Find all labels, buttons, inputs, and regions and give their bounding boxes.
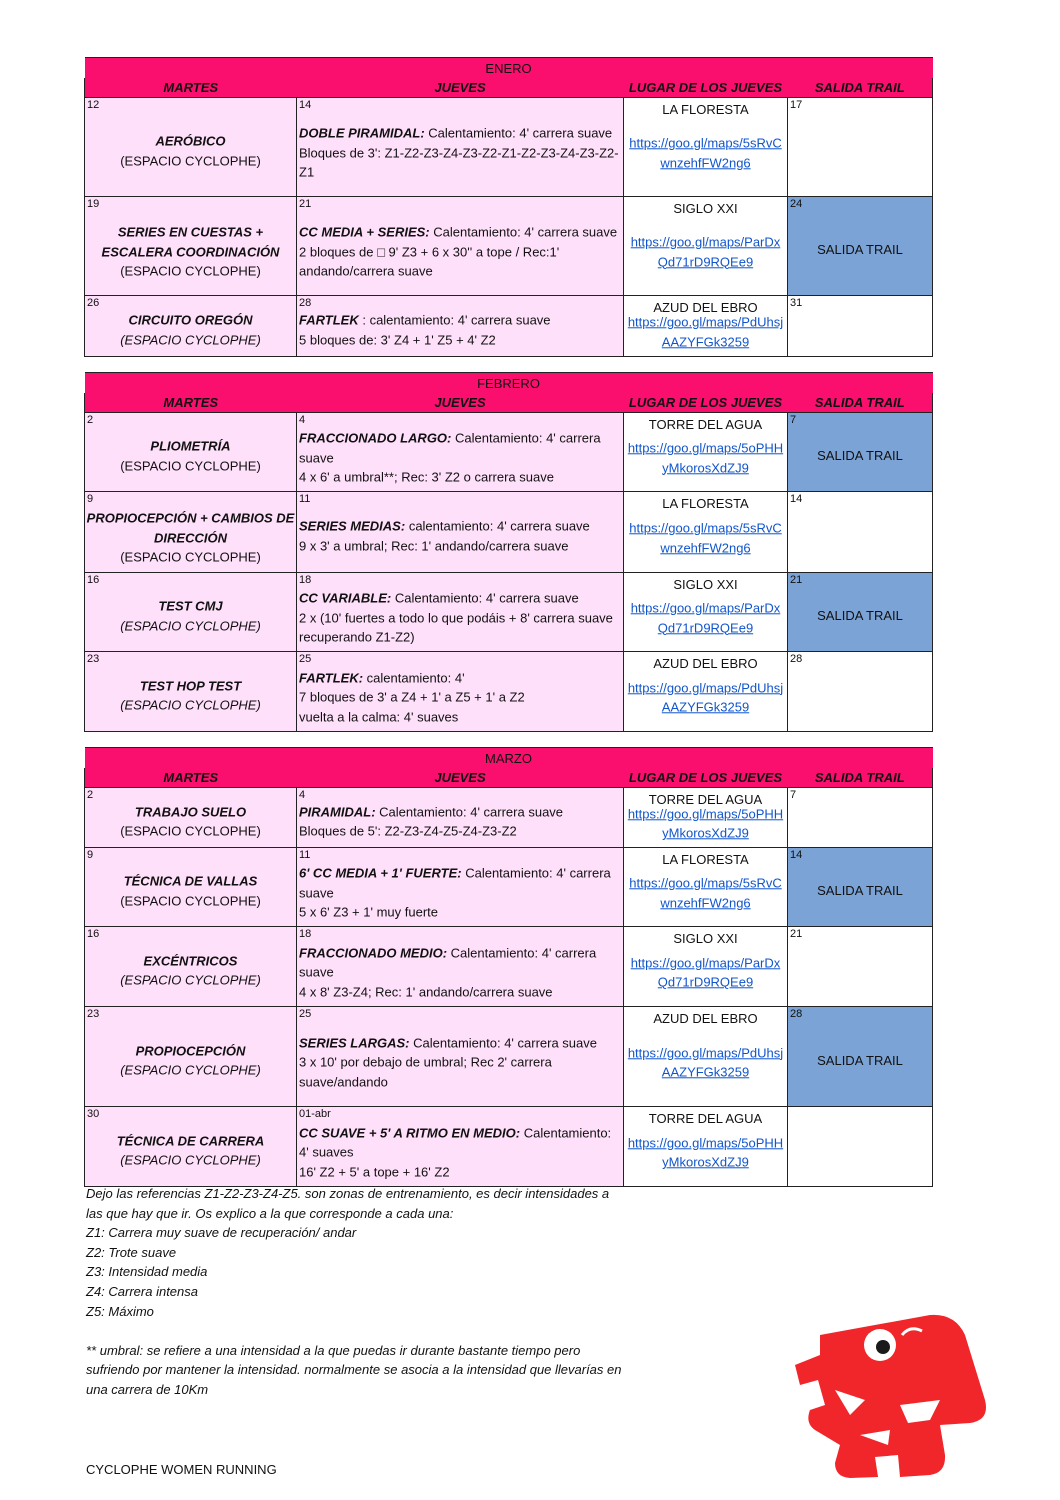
day-number: 25 bbox=[299, 1008, 312, 1020]
tuesday-cell bbox=[85, 1107, 297, 1187]
day-number: 7 bbox=[790, 414, 797, 426]
thursday-cell bbox=[297, 296, 624, 357]
day-number: 17 bbox=[790, 99, 803, 111]
workout-title: PIRAMIDAL: bbox=[299, 803, 376, 819]
col-header-martes: MARTES bbox=[85, 393, 297, 413]
session-name: PROPIOCEPCIÓN + CAMBIOS DE DIRECCIÓN bbox=[86, 510, 295, 546]
thursday-cell bbox=[297, 573, 624, 652]
table-row bbox=[85, 197, 933, 296]
col-header-lugar: LUGAR DE LOS JUEVES bbox=[624, 78, 788, 98]
session-place: (ESPACIO CYCLOPHE) bbox=[120, 697, 261, 713]
col-header-jueves: JUEVES bbox=[297, 768, 624, 788]
table-row bbox=[85, 927, 933, 1007]
thu-detail: 3 x 10' por debajo de umbral; Rec 2' carrera suave/andando bbox=[299, 1054, 552, 1090]
thursday-cell bbox=[297, 927, 624, 1007]
month-title: ENERO bbox=[85, 58, 933, 79]
place-cell bbox=[624, 296, 788, 357]
session-name: PROPIOCEPCIÓN bbox=[135, 1042, 246, 1058]
thursday-cell bbox=[297, 788, 624, 848]
day-number: 28 bbox=[790, 1008, 803, 1020]
place-name: LA FLORESTA bbox=[662, 852, 749, 867]
session-name: SERIES EN CUESTAS + ESCALERA COORDINACIÓN bbox=[101, 224, 280, 260]
session-name: TEST HOP TEST bbox=[139, 677, 242, 693]
table-row bbox=[85, 98, 933, 197]
day-number: 9 bbox=[87, 493, 94, 505]
day-number: 23 bbox=[87, 1008, 100, 1020]
session-place: (ESPACIO CYCLOPHE) bbox=[120, 331, 261, 347]
tuesday-cell bbox=[85, 848, 297, 927]
trail-label: SALIDA TRAIL bbox=[817, 448, 903, 464]
place-cell bbox=[624, 1007, 788, 1107]
day-number: 19 bbox=[87, 198, 100, 210]
col-header-lugar: LUGAR DE LOS JUEVES bbox=[624, 768, 788, 788]
session-place: (ESPACIO CYCLOPHE) bbox=[120, 617, 261, 633]
map-link[interactable]: https://goo.gl/maps/ParDxQd71rD9RQEe9 bbox=[630, 954, 781, 990]
note-line: ** umbral: se refiere a una intensidad a la que puedas ir durante bastante tiempo pero sufriendo por mantener la intensidad. normalmente se asocia a la intensidad que llevarías en una carrera de 10Km bbox=[86, 1342, 622, 1397]
place-name: SIGLO XXI bbox=[673, 931, 738, 946]
note-line: Z1: Carrera muy suave de recuperación/ andar bbox=[86, 1225, 357, 1241]
place-cell bbox=[624, 788, 788, 848]
place-cell bbox=[624, 848, 788, 927]
thursday-cell bbox=[297, 1107, 624, 1187]
thu-detail: 9 x 3' a umbral; Rec: 1' andando/carrera suave bbox=[299, 537, 569, 553]
place-name: TORRE DEL AGUA bbox=[648, 792, 763, 807]
place-name: SIGLO XXI bbox=[673, 577, 738, 592]
workout-title: FARTLEK: bbox=[299, 669, 364, 685]
col-header-martes: MARTES bbox=[85, 78, 297, 98]
session-place: (ESPACIO CYCLOPHE) bbox=[120, 152, 261, 168]
trail-cell bbox=[788, 573, 933, 652]
trail-cell bbox=[788, 1007, 933, 1107]
day-number: 21 bbox=[790, 574, 803, 586]
workout-warmup: Calentamiento: 4' carrera suave bbox=[299, 430, 601, 466]
workout-title: FRACCIONADO LARGO: bbox=[299, 430, 452, 446]
day-number: 26 bbox=[87, 297, 100, 309]
workout-title: CC MEDIA + SERIES: bbox=[299, 224, 430, 240]
map-link[interactable]: https://goo.gl/maps/ParDxQd71rD9RQEe9 bbox=[630, 600, 781, 635]
table-row bbox=[85, 848, 933, 927]
workout-warmup: Calentamiento: 4' carrera suave bbox=[299, 865, 611, 901]
tuesday-cell bbox=[85, 927, 297, 1007]
tuesday-cell bbox=[85, 492, 297, 573]
trail-label: SALIDA TRAIL bbox=[817, 608, 903, 624]
day-number: 28 bbox=[299, 297, 312, 309]
day-number: 16 bbox=[87, 574, 100, 586]
day-number: 2 bbox=[87, 789, 94, 801]
session-name: TRABAJO SUELO bbox=[134, 803, 247, 819]
workout-warmup: calentamiento: 4' carrera suave bbox=[408, 518, 590, 534]
place-cell bbox=[624, 927, 788, 1007]
table-row bbox=[85, 652, 933, 732]
session-name: EXCÉNTRICOS bbox=[143, 952, 238, 968]
map-link[interactable]: https://goo.gl/maps/ParDxQd71rD9RQEe9 bbox=[630, 234, 781, 269]
place-cell bbox=[624, 197, 788, 296]
place-cell bbox=[624, 98, 788, 197]
thursday-cell bbox=[297, 652, 624, 732]
map-link[interactable]: https://goo.gl/maps/5oPHHyMkorosXdZJ9 bbox=[627, 805, 784, 841]
place-name: AZUD DEL EBRO bbox=[653, 656, 758, 671]
session-name: PLIOMETRÍA bbox=[150, 438, 231, 454]
month-marzo-table bbox=[84, 747, 932, 1187]
place-name: TORRE DEL AGUA bbox=[648, 1111, 763, 1126]
workout-warmup: Calentamiento: 4' carrera suave bbox=[299, 944, 597, 980]
tuesday-cell bbox=[85, 98, 297, 197]
day-number: 14 bbox=[299, 99, 312, 111]
col-header-lugar: LUGAR DE LOS JUEVES bbox=[624, 393, 788, 413]
trail-cell bbox=[788, 1107, 933, 1187]
trail-cell bbox=[788, 927, 933, 1007]
workout-title: 6' CC MEDIA + 1' FUERTE: bbox=[299, 865, 462, 881]
day-number: 28 bbox=[790, 653, 803, 665]
session-name: CIRCUITO OREGÓN bbox=[128, 312, 253, 328]
map-link[interactable]: https://goo.gl/maps/5sRvCwnzehfFW2ng6 bbox=[629, 875, 782, 910]
note-line: Z4: Carrera intensa bbox=[86, 1283, 198, 1299]
workout-warmup: calentamiento: 4' bbox=[366, 669, 465, 685]
thursday-cell bbox=[297, 492, 624, 573]
table-row bbox=[85, 296, 933, 357]
thu-detail: Bloques de 5': Z2-Z3-Z4-Z5-Z4-Z3-Z2 bbox=[299, 823, 517, 839]
month-enero-table bbox=[84, 57, 932, 357]
note-line: Dejo las referencias Z1-Z2-Z3-Z4-Z5. son zonas de entrenamiento, es decir intensidades a las que hay que ir. Os explico a la que corresponde a cada una: bbox=[86, 1186, 610, 1221]
map-link[interactable]: https://goo.gl/maps/PdUhsjAAZYFGk3259 bbox=[627, 679, 784, 715]
place-name: AZUD DEL EBRO bbox=[653, 1011, 758, 1026]
table-row bbox=[85, 492, 933, 573]
footer-text: CYCLOPHE WOMEN RUNNING bbox=[86, 1462, 277, 1477]
place-name: TORRE DEL AGUA bbox=[648, 417, 763, 432]
workout-warmup: Calentamiento: 4' carrera suave bbox=[433, 224, 618, 240]
trail-label: SALIDA TRAIL bbox=[817, 883, 903, 899]
col-header-jueves: JUEVES bbox=[297, 78, 624, 98]
session-place: (ESPACIO CYCLOPHE) bbox=[120, 263, 261, 279]
workout-warmup: : calentamiento: 4' carrera suave bbox=[362, 312, 551, 328]
trail-label: SALIDA TRAIL bbox=[817, 1052, 903, 1068]
workout-title: FARTLEK bbox=[299, 312, 359, 328]
thu-detail: 7 bloques de 3' a Z4 + 1' a Z5 + 1' a Z2 bbox=[299, 689, 525, 705]
workout-warmup: Calentamiento: 4' carrera suave bbox=[413, 1034, 597, 1050]
note-line bbox=[86, 1321, 626, 1341]
workout-title: SERIES LARGAS: bbox=[299, 1034, 410, 1050]
day-number: 25 bbox=[299, 653, 312, 665]
session-name: AERÓBICO bbox=[155, 133, 226, 149]
map-link[interactable]: https://goo.gl/maps/PdUhsjAAZYFGk3259 bbox=[627, 314, 784, 349]
thursday-cell bbox=[297, 197, 624, 296]
place-cell bbox=[624, 573, 788, 652]
workout-title: DOBLE PIRAMIDAL: bbox=[299, 125, 425, 141]
session-place: (ESPACIO CYCLOPHE) bbox=[120, 457, 261, 473]
thu-detail: 5 x 6' Z3 + 1' muy fuerte bbox=[299, 904, 439, 920]
notes bbox=[86, 1184, 626, 1400]
thu-detail: 4 x 8' Z3-Z4; Rec: 1' andando/carrera suave bbox=[299, 984, 553, 1000]
tuesday-cell bbox=[85, 197, 297, 296]
trail-cell bbox=[788, 413, 933, 492]
thursday-cell bbox=[297, 1007, 624, 1107]
day-number: 30 bbox=[87, 1108, 100, 1120]
workout-warmup: Calentamiento: 4' suaves bbox=[299, 1124, 612, 1160]
thursday-cell bbox=[297, 848, 624, 927]
day-number: 01-abr bbox=[299, 1108, 331, 1120]
day-number: 14 bbox=[790, 493, 803, 505]
trail-cell bbox=[788, 492, 933, 573]
day-number: 21 bbox=[790, 928, 803, 940]
day-number: 31 bbox=[790, 297, 803, 309]
workout-warmup: Calentamiento: 4' carrera suave bbox=[428, 125, 613, 141]
trail-label: SALIDA TRAIL bbox=[817, 242, 903, 258]
trail-cell bbox=[788, 98, 933, 197]
col-header-martes: MARTES bbox=[85, 768, 297, 788]
place-cell bbox=[624, 652, 788, 732]
thu-detail: Bloques de 3': Z1-Z2-Z3-Z4-Z3-Z2-Z1-Z2-Z3-Z4-Z3-Z2-Z1 bbox=[299, 145, 619, 180]
table-row bbox=[85, 1007, 933, 1107]
map-link[interactable]: https://goo.gl/maps/5sRvCwnzehfFW2ng6 bbox=[629, 135, 782, 170]
tuesday-cell bbox=[85, 296, 297, 357]
session-place: (ESPACIO CYCLOPHE) bbox=[120, 1152, 261, 1168]
trail-cell bbox=[788, 652, 933, 732]
tuesday-cell bbox=[85, 1007, 297, 1107]
workout-title: CC SUAVE + 5' A RITMO EN MEDIO: bbox=[299, 1124, 521, 1140]
day-number: 11 bbox=[299, 493, 311, 505]
thu-detail: 5 bloques de: 3' Z4 + 1' Z5 + 4' Z2 bbox=[299, 331, 496, 347]
day-number: 24 bbox=[790, 198, 803, 210]
day-number: 2 bbox=[87, 414, 94, 426]
map-link[interactable]: https://goo.gl/maps/5oPHHyMkorosXdZJ9 bbox=[627, 440, 784, 475]
thursday-cell bbox=[297, 413, 624, 492]
session-name: TEST CMJ bbox=[158, 598, 223, 614]
trail-cell bbox=[788, 296, 933, 357]
session-place: (ESPACIO CYCLOPHE) bbox=[120, 549, 261, 565]
thu-detail: 2 x (10' fuertes a todo lo que podáis + 8' carrera suave recuperando Z1-Z2) bbox=[299, 610, 613, 645]
session-place: (ESPACIO CYCLOPHE) bbox=[120, 823, 261, 839]
place-name: SIGLO XXI bbox=[673, 201, 738, 216]
col-header-trail: SALIDA TRAIL bbox=[788, 393, 933, 413]
workout-title: FRACCIONADO MEDIO: bbox=[299, 944, 448, 960]
col-header-jueves: JUEVES bbox=[297, 393, 624, 413]
day-number: 4 bbox=[299, 414, 306, 426]
trail-cell bbox=[788, 197, 933, 296]
table-row bbox=[85, 788, 933, 848]
session-place: (ESPACIO CYCLOPHE) bbox=[120, 972, 261, 988]
session-name: TÉCNICA DE VALLAS bbox=[123, 873, 258, 889]
day-number: 4 bbox=[299, 789, 306, 801]
place-cell bbox=[624, 413, 788, 492]
session-name: TÉCNICA DE CARRERA bbox=[116, 1132, 265, 1148]
place-cell bbox=[624, 492, 788, 573]
workout-title: CC VARIABLE: bbox=[299, 590, 392, 606]
workout-warmup: Calentamiento: 4' carrera suave bbox=[394, 590, 579, 606]
tuesday-cell bbox=[85, 413, 297, 492]
thu-detail: 4 x 6' a umbral**; Rec: 3' Z2 o carrera suave bbox=[299, 469, 554, 485]
map-link[interactable]: https://goo.gl/maps/PdUhsjAAZYFGk3259 bbox=[627, 1044, 784, 1080]
day-number: 11 bbox=[299, 849, 311, 861]
workout-title: SERIES MEDIAS: bbox=[299, 518, 406, 534]
tuesday-cell bbox=[85, 652, 297, 732]
day-number: 18 bbox=[299, 928, 312, 940]
thursday-cell bbox=[297, 98, 624, 197]
day-number: 12 bbox=[87, 99, 100, 111]
map-link[interactable]: https://goo.gl/maps/5sRvCwnzehfFW2ng6 bbox=[629, 520, 782, 555]
tuesday-cell bbox=[85, 573, 297, 652]
thu-detail: 2 bloques de □ 9' Z3 + 6 x 30'' a tope / Rec:1' andando/carrera suave bbox=[299, 244, 560, 279]
tuesday-cell bbox=[85, 788, 297, 848]
place-name: AZUD DEL EBRO bbox=[653, 300, 758, 315]
day-number: 16 bbox=[87, 928, 100, 940]
table-row bbox=[85, 1107, 933, 1187]
session-place: (ESPACIO CYCLOPHE) bbox=[120, 892, 261, 908]
table-row bbox=[85, 413, 933, 492]
note-line: Z5: Máximo bbox=[86, 1303, 154, 1319]
month-febrero-table bbox=[84, 372, 932, 732]
day-number: 18 bbox=[299, 574, 312, 586]
thu-detail: 16' Z2 + 5' a tope + 16' Z2 bbox=[299, 1164, 450, 1180]
place-cell bbox=[624, 1107, 788, 1187]
col-header-trail: SALIDA TRAIL bbox=[788, 768, 933, 788]
map-link[interactable]: https://goo.gl/maps/5oPHHyMkorosXdZJ9 bbox=[627, 1134, 784, 1170]
workout-warmup: Calentamiento: 4' carrera suave bbox=[379, 803, 564, 819]
month-title: MARZO bbox=[85, 748, 933, 769]
day-number: 9 bbox=[87, 849, 94, 861]
trail-cell bbox=[788, 848, 933, 927]
note-line: Z2: Trote suave bbox=[86, 1244, 177, 1260]
place-name: LA FLORESTA bbox=[662, 102, 749, 117]
day-number: 23 bbox=[87, 653, 100, 665]
table-row bbox=[85, 573, 933, 652]
trail-cell bbox=[788, 788, 933, 848]
thu-detail: vuelta a la calma: 4' suaves bbox=[299, 709, 459, 725]
cyclophe-logo bbox=[780, 1305, 1000, 1480]
place-name: LA FLORESTA bbox=[662, 496, 749, 511]
day-number: 14 bbox=[790, 849, 803, 861]
month-title: FEBRERO bbox=[85, 373, 933, 394]
col-header-trail: SALIDA TRAIL bbox=[788, 78, 933, 98]
note-line: Z3: Intensidad media bbox=[86, 1264, 208, 1280]
day-number: 7 bbox=[790, 789, 797, 801]
day-number: 21 bbox=[299, 198, 312, 210]
session-place: (ESPACIO CYCLOPHE) bbox=[120, 1062, 261, 1078]
